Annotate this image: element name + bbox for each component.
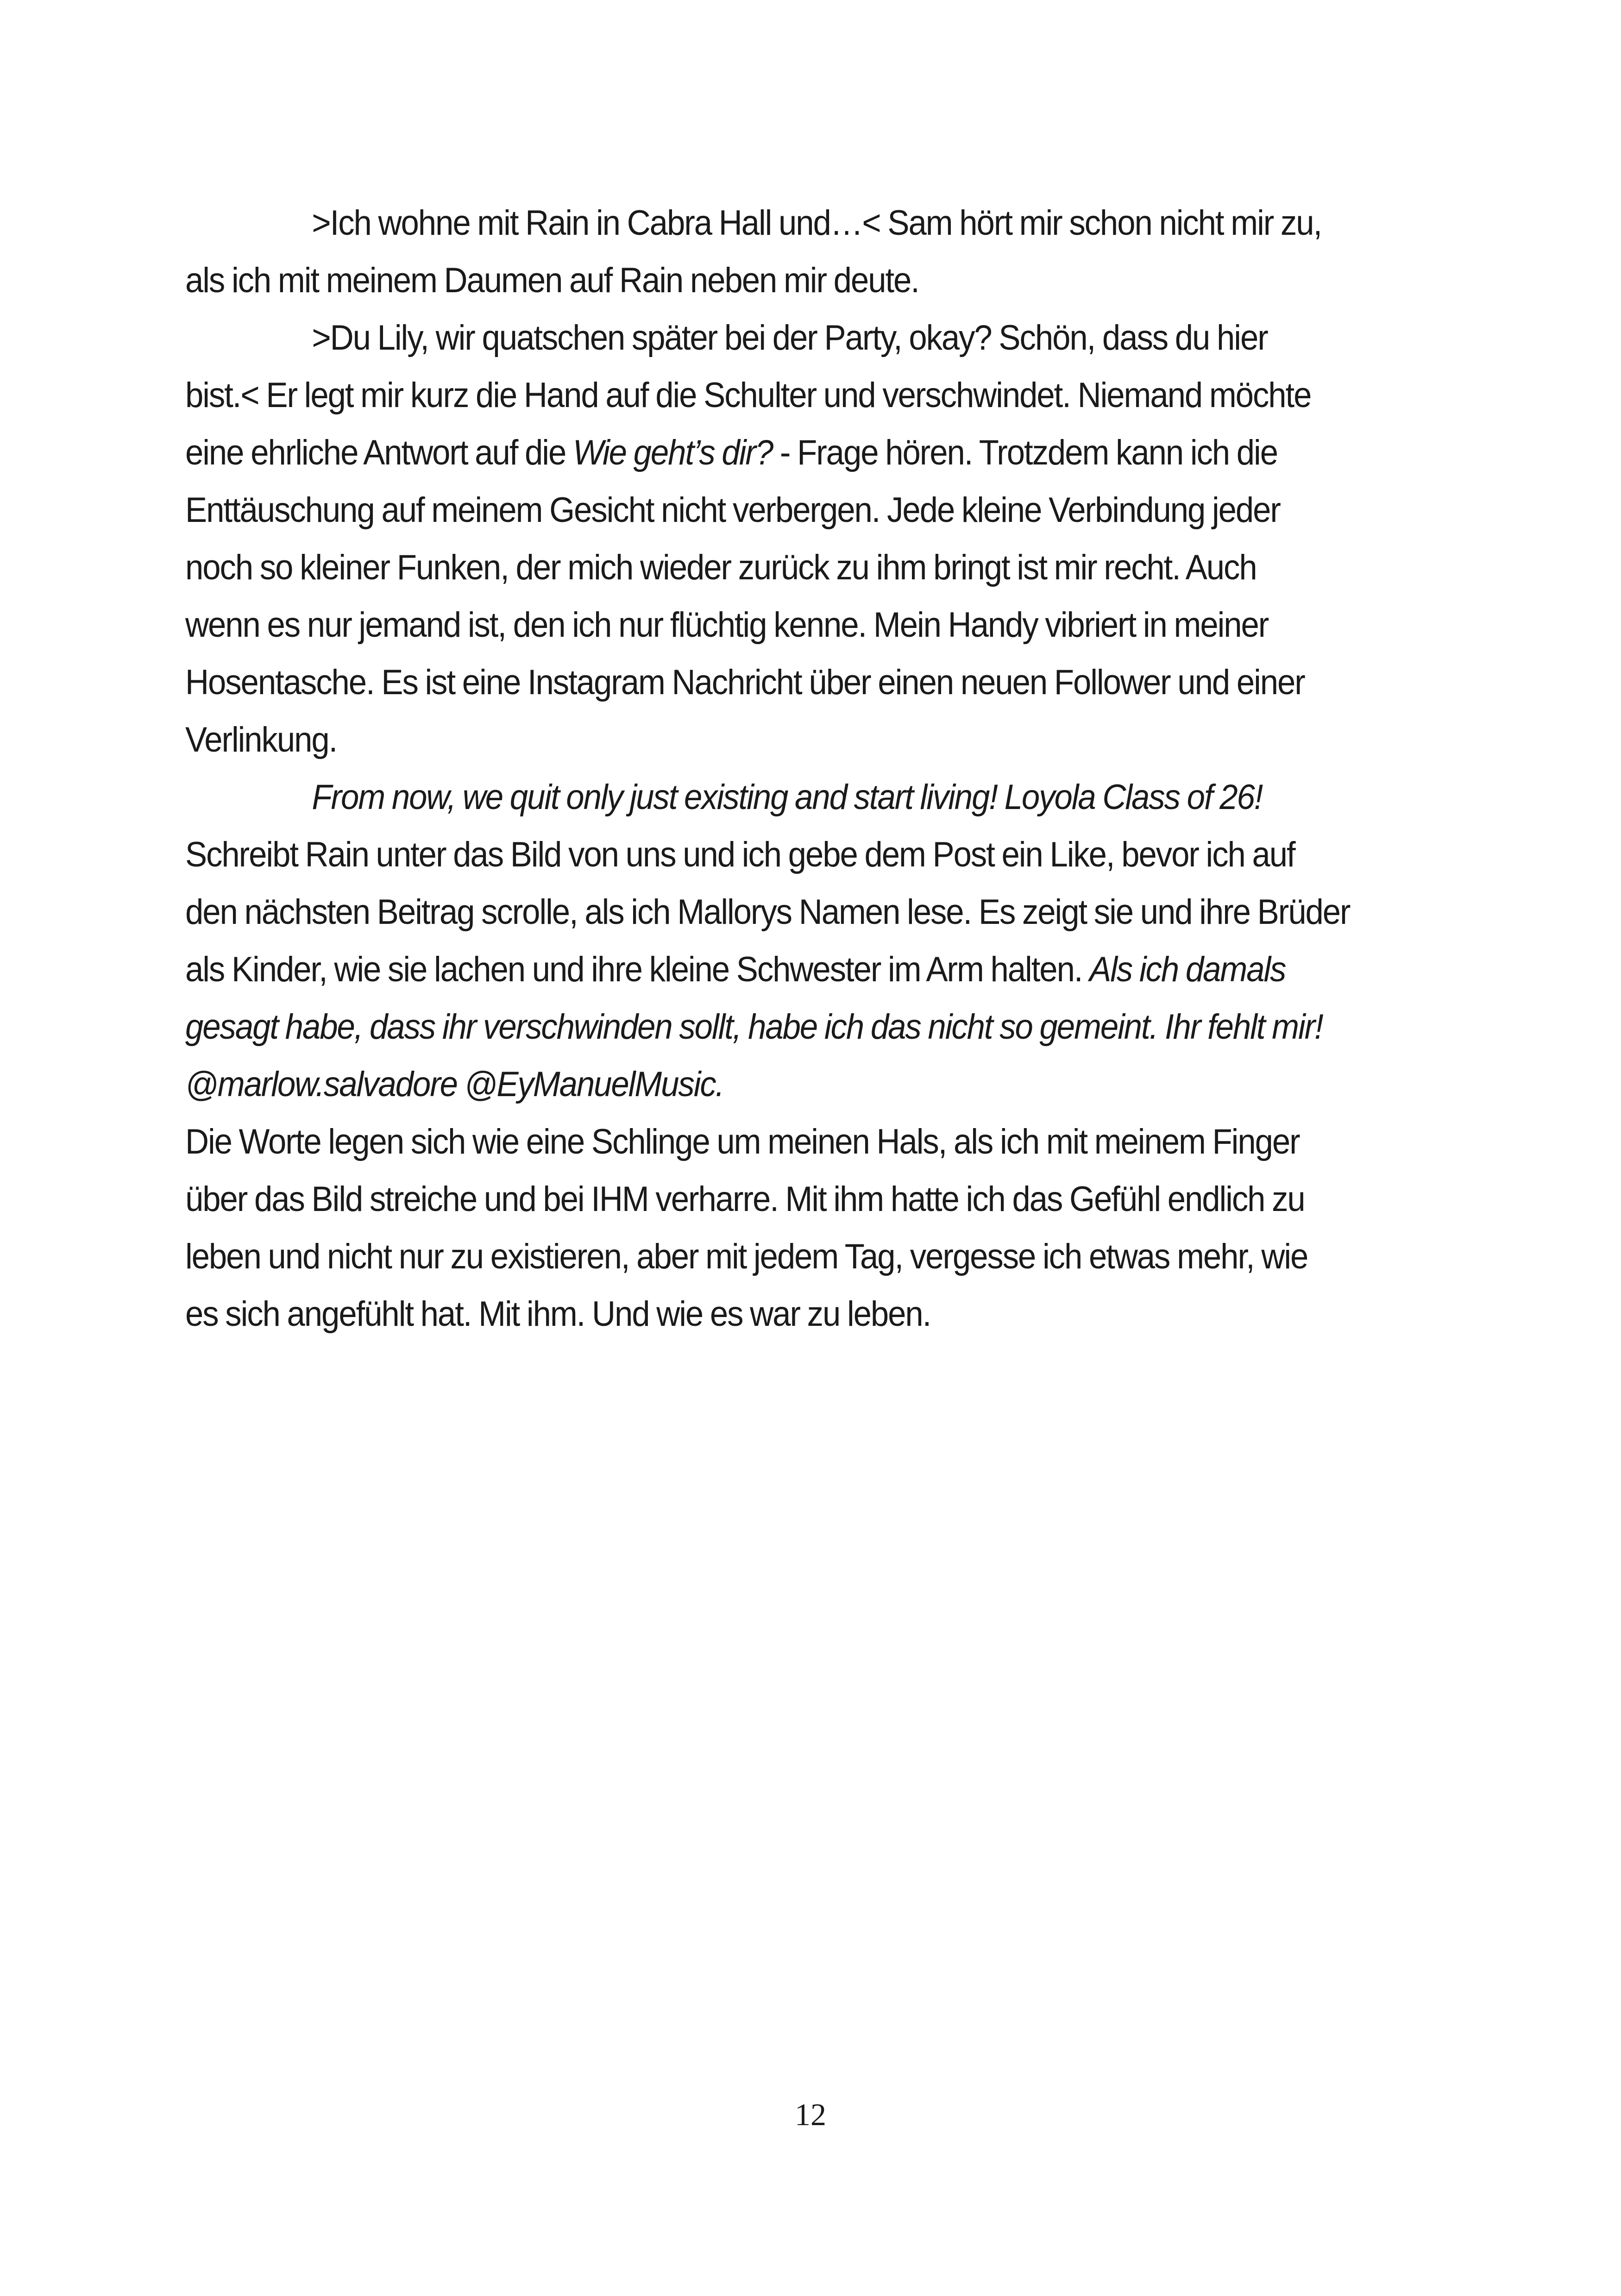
page-number: 12 xyxy=(795,2097,826,2132)
body-text xyxy=(185,194,1374,1343)
text-line: Enttäuschung auf meinem Gesicht nicht verbergen. Jede kleine Verbindung jeder xyxy=(185,490,1280,530)
text-line: Die Worte legen sich wie eine Schlinge um meinen Hals, als ich mit meinem Finger xyxy=(185,1122,1300,1161)
paragraph-4 xyxy=(185,1113,1374,1343)
text-line: Hosentasche. Es ist eine Instagram Nachricht über einen neuen Follower und einer xyxy=(185,663,1305,702)
text-line: den nächsten Beitrag scrolle, als ich Mallorys Namen lese. Es zeigt sie und ihre Brüder xyxy=(185,892,1350,932)
italic-text: Wie geht’s dir? xyxy=(572,433,773,472)
text-line: über das Bild streiche und bei IHM verharre. Mit ihm hatte ich das Gefühl endlich zu xyxy=(185,1179,1305,1219)
text-line xyxy=(185,424,1374,482)
italic-text: gesagt habe, dass ihr verschwinden sollt, habe ich das nicht so gemeint. Ihr fehlt mir! xyxy=(185,1007,1323,1047)
italic-text: From now, we quit only just existing and start living! Loyola Class of 26! xyxy=(312,778,1263,817)
text-line: >Ich wohne mit Rain in Cabra Hall und…< Sam hört mir schon nicht mir zu, xyxy=(312,203,1322,243)
paragraph-2 xyxy=(185,309,1374,769)
text-line: als ich mit meinem Daumen auf Rain neben mir deute. xyxy=(185,261,919,300)
text-line: Schreibt Rain unter das Bild von uns und ich gebe dem Post ein Like, bevor ich auf xyxy=(185,835,1295,874)
text-line: noch so kleiner Funken, der mich wieder zurück zu ihm bringt ist mir recht. Auch xyxy=(185,548,1257,587)
text-line: Verlinkung. xyxy=(185,720,337,759)
text-segment: - Frage hören. Trotzdem kann ich die xyxy=(773,433,1277,472)
text-line: bist.< Er legt mir kurz die Hand auf die Schulter und verschwindet. Niemand möchte xyxy=(185,376,1311,415)
text-line xyxy=(185,769,1374,826)
text-segment: als Kinder, wie sie lachen und ihre kleine Schwester im Arm halten. xyxy=(185,950,1090,989)
text-line xyxy=(185,941,1374,998)
text-line: wenn es nur jemand ist, den ich nur flüchtig kenne. Mein Handy vibriert in meiner xyxy=(185,605,1269,645)
text-segment: eine ehrliche Antwort auf die xyxy=(185,433,573,472)
text-line: >Du Lily, wir quatschen später bei der Party, okay? Schön, dass du hier xyxy=(312,318,1268,358)
text-line: es sich angefühlt hat. Mit ihm. Und wie es war zu leben. xyxy=(185,1294,931,1334)
italic-text: @marlow.salvadore @EyManuelMusic. xyxy=(185,1065,724,1104)
paragraph-1 xyxy=(185,194,1374,309)
text-line: leben und nicht nur zu existieren, aber mit jedem Tag, vergesse ich etwas mehr, wie xyxy=(185,1237,1308,1276)
text-line xyxy=(185,1056,1374,1113)
text-line xyxy=(185,998,1374,1056)
italic-text: Als ich damals xyxy=(1089,950,1286,989)
paragraph-3 xyxy=(185,769,1374,1113)
